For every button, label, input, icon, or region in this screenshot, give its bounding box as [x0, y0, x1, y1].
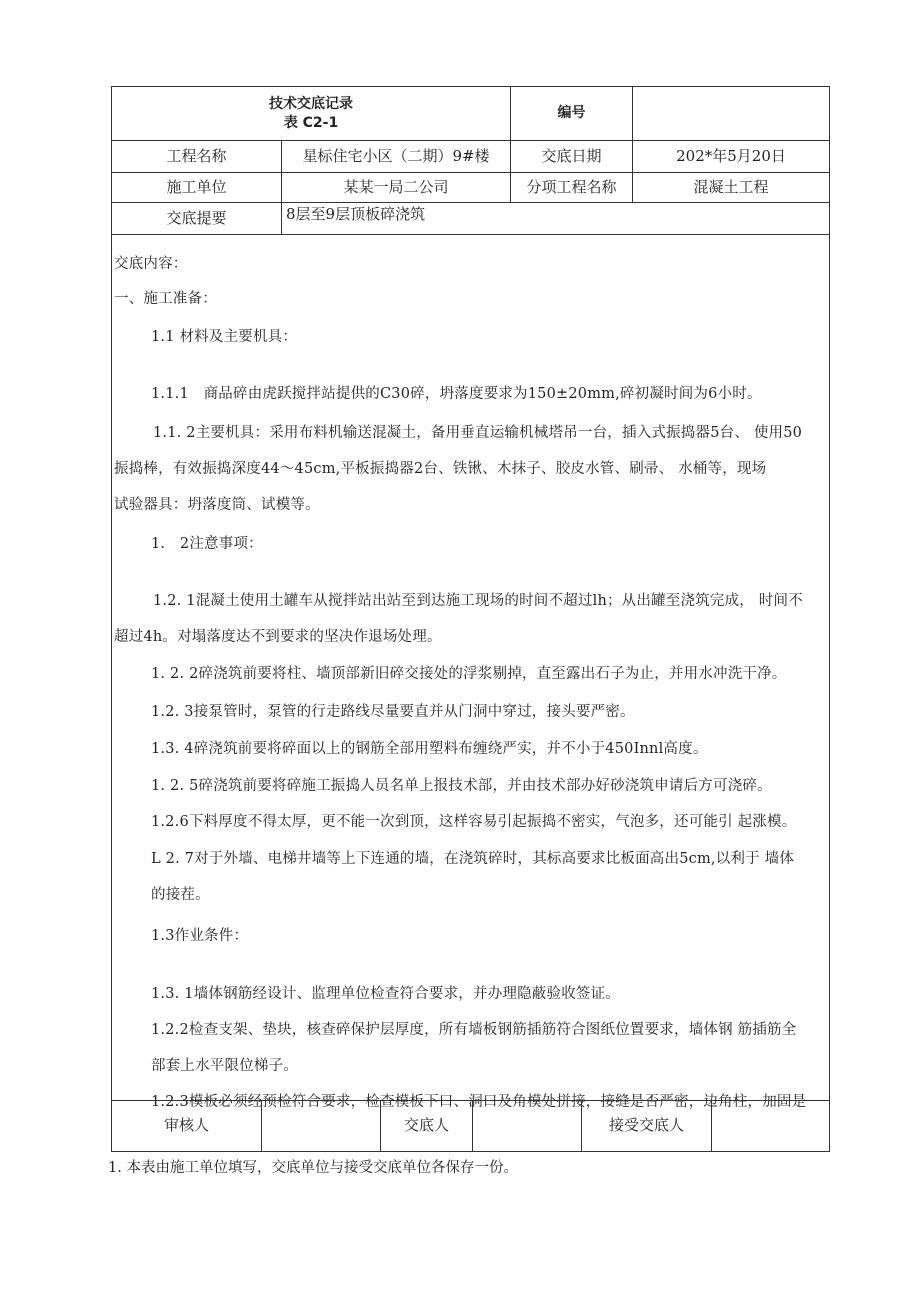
content-line: L 2. 7对于外墙、电梯井墙等上下连通的墙，在浇筑碎时，其标高要求比板面高出5cm,以利于 墙体	[151, 851, 795, 867]
content-line: 试验器具：坍落度筒、试模等。	[114, 497, 320, 513]
reviewer-signature[interactable]	[261, 1100, 381, 1152]
receiver-signature[interactable]	[711, 1100, 830, 1152]
project-name-label: 工程名称	[111, 140, 282, 173]
discloser-signature[interactable]	[472, 1100, 582, 1152]
date-label: 交底日期	[510, 140, 633, 173]
number-label: 编号	[510, 86, 633, 141]
project-name-value[interactable]: 星标住宅小区（二期）9#楼	[281, 140, 511, 173]
content-line: 1.2.3模板必须经预检符合要求，检查模板下口、洞口及角模处拼接，接缝是否严密，边角柱，加固是	[151, 1094, 807, 1110]
content-line: 1. 2注意事项：	[151, 536, 263, 552]
content-line: 的接茬。	[151, 887, 210, 903]
content-line: 1.1.1 商品碎由虎跃搅拌站提供的C30碎，坍落度要求为150±20mm,碎初凝时间为6小时。	[151, 386, 762, 402]
form-code: 表 C2-1	[283, 114, 339, 131]
content-line: 1. 2. 2碎浇筑前要将柱、墙顶部新旧碎交接处的浮浆剔掉，直至露出石子为止，并用水冲洗干净。	[151, 666, 787, 682]
content-line: 1.1. 2主要机具：采用布料机输送混凝土，备用垂直运输机械塔吊一台，插入式振捣器5台、 使用50	[153, 425, 803, 441]
discloser-label: 交底人	[380, 1100, 473, 1152]
reviewer-label: 审核人	[111, 1100, 262, 1152]
content-line: 1.2. 1混凝土使用土罐车从搅拌站出站至到达施工现场的时间不超过lh；从出罐至浇筑完成， 时间不	[153, 593, 803, 609]
content-line: 超过4h。对塌落度达不到要求的坚决作退场处理。	[114, 629, 442, 645]
number-value[interactable]	[632, 86, 830, 141]
content-line: 1. 2. 5碎浇筑前要将碎施工振捣人员名单上报技术部，并由技术部办好砂浇筑申请后方可浇碎。	[151, 778, 772, 794]
form-title: 技术交底记录	[269, 96, 353, 113]
unit-value[interactable]: 某某一局二公司	[281, 172, 511, 203]
title-cell	[111, 86, 511, 141]
receiver-label: 接受交底人	[581, 1100, 712, 1152]
content-line: 一、施工准备：	[114, 291, 217, 307]
content-line: 交底内容：	[114, 256, 188, 272]
unit-label: 施工单位	[111, 172, 282, 203]
content-line: 1.3作业条件：	[151, 928, 249, 944]
content-line: 1.3. 1墙体钢筋经设计、监理单位检查符合要求，并办理隐蔽验收签证。	[151, 986, 621, 1002]
subproject-label: 分项工程名称	[510, 172, 633, 203]
subproject-value[interactable]: 混凝土工程	[632, 172, 830, 203]
content-line: 1.2.6下料厚度不得太厚，更不能一次到顶，这样容易引起振捣不密实，气泡多，还可能引 起涨模。	[151, 814, 797, 830]
content-line: 1.2.2检查支架、垫块，核查碎保护层厚度，所有墙板钢筋插筋符合图纸位置要求，墙体钢 筋插筋全	[151, 1022, 797, 1038]
summary-value[interactable]: 8层至9层顶板碎浇筑	[281, 202, 830, 235]
footnote: 1. 本表由施工单位填写，交底单位与接受交底单位各保存一份。	[108, 1160, 518, 1176]
date-value[interactable]: 202*年5月20日	[632, 140, 830, 173]
content-line: 1.3. 4碎浇筑前要将碎面以上的钢筋全部用塑料布缠绕严实，并不小于450Innl高度。	[151, 741, 708, 757]
content-line: 1.2. 3接泵管时，泵管的行走路线尽量要直并从门洞中穿过，接头要严密。	[151, 704, 635, 720]
summary-label: 交底提要	[111, 202, 282, 235]
content-line: 部套上水平限位梯子。	[151, 1058, 298, 1074]
content-line: 振捣棒，有效振捣深度44～45cm,平板振捣器2台、铁锹、木抹子、胶皮水管、刷帚、 水桶等，现场	[114, 461, 767, 477]
content-line: 1.1 材料及主要机具：	[151, 329, 298, 345]
disclosure-content	[111, 234, 830, 1110]
